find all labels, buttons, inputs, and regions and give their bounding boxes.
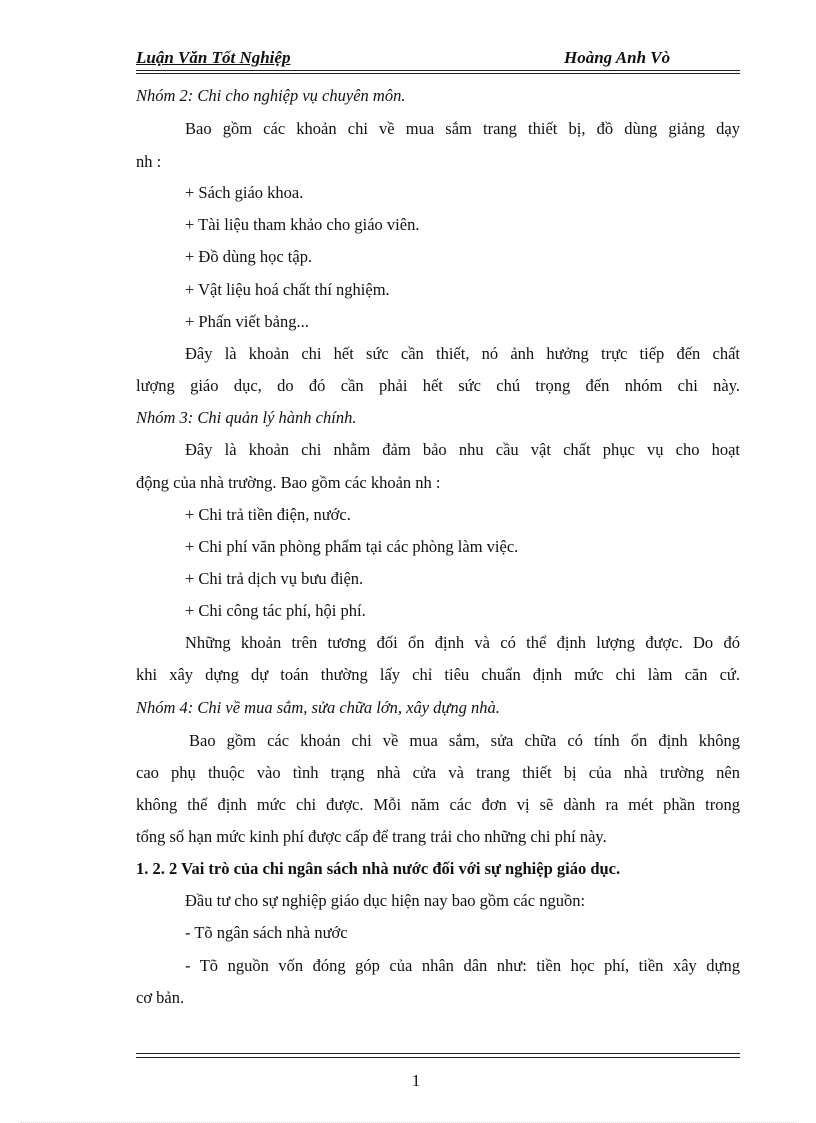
section-heading: 1. 2. 2 Vai trò của chi ngân sách nhà nước đối với sự nghiệp giáo dục. [136,859,621,878]
paragraph-line: Đầu tư cho sự nghiệp giáo dục hiện nay bao gồm các nguồn: [185,891,586,910]
list-item: + Chi công tác phí, hội phí. [185,601,366,620]
footer-rule-2 [136,1057,740,1058]
paragraph-line: Bao gồm các khoản chi về mua sắm, sửa chữa có tính ổn định không [189,731,740,750]
group-2-heading: Nhóm 2: Chi cho nghiệp vụ chuyên môn. [136,86,406,105]
paragraph-line: không thể định mức chi được. Mỗi năm các đơn vị sẽ dành ra mét phần trong [136,795,740,814]
paragraph-line: tổng số hạn mức kinh phí được cấp để trang trải cho những chi phí này. [136,827,607,846]
list-item: - Tõ ngân sách nhà nước [185,923,348,942]
list-item: + Vật liệu hoá chất thí nghiệm. [185,280,390,299]
group-4-heading: Nhóm 4: Chi về mua sắm, sửa chữa lớn, xây dựng nhà. [136,698,500,717]
paragraph-line: động của nhà trường. Bao gồm các khoản nh : [136,473,441,492]
list-item: + Chi trả tiền điện, nước. [185,505,351,524]
header-author: Hoàng Anh Vò [564,48,671,67]
list-item: + Chi trả dịch vụ bưu điện. [185,569,364,588]
group-3-heading: Nhóm 3: Chi quản lý hành chính. [136,408,357,427]
paragraph-line: lượng giáo dục, do đó cần phải hết sức chú trọng đến nhóm chi này. [136,376,740,395]
paragraph-line: cao phụ thuộc vào tình trạng nhà cửa và trang thiết bị của nhà trường nên [136,763,740,782]
footer-rule [136,1053,740,1054]
list-item: + Sách giáo khoa. [185,183,304,202]
paragraph-line: nh : [136,152,162,171]
list-item: + Đồ dùng học tập. [185,247,313,266]
paragraph-line: khi xây dựng dự toán thường lấy chỉ tiêu chuẩn định mức chi làm căn cứ. [136,665,740,684]
paragraph-line: Những khoản trên tương đối ổn định và có thể định lượng được. Do đó [185,633,740,652]
paragraph-line: Đây là khoản chi nhằm đảm bảo nhu cầu vật chất phục vụ cho hoạt [185,440,740,459]
page-header [136,48,740,72]
list-item: + Chi phí văn phòng phẩm tại các phòng làm việc. [185,537,519,556]
list-item: + Phấn viết bảng... [185,312,309,331]
page-number: 1 [411,1071,421,1090]
list-item: - Tõ nguồn vốn đóng góp của nhân dân như: tiền học phí, tiền xây dựng [185,956,740,975]
paragraph-line: Bao gồm các khoản chi về mua sắm trang thiết bị, đồ dùng giảng dạy [185,119,740,138]
header-rule-2 [136,73,740,74]
paragraph-line: cơ bản. [136,988,185,1007]
list-item: + Tài liệu tham khảo cho giáo viên. [185,215,420,234]
paragraph-line: Đây là khoản chi hết sức cần thiết, nó ảnh hưởng trực tiếp đến chất [185,344,740,363]
header-title: Luận Văn Tốt Nghiệp [136,48,291,67]
header-rule [136,70,740,71]
